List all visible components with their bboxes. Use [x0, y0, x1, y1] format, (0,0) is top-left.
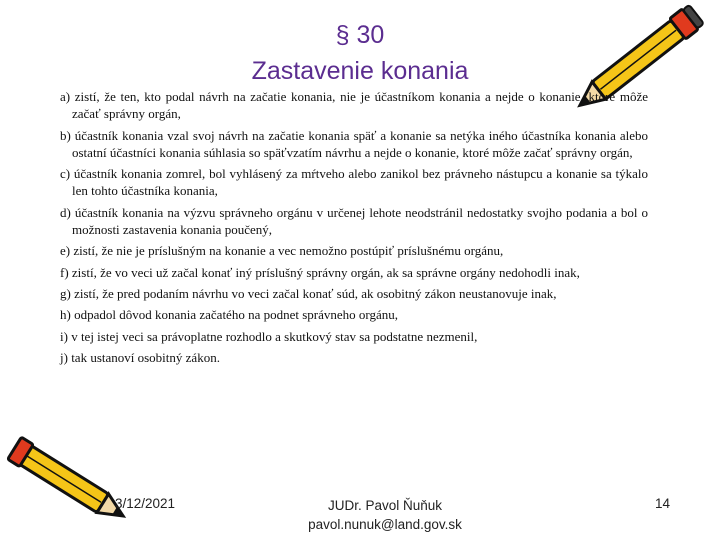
- section-number: § 30: [335, 21, 385, 49]
- list-item: a) zistí, že ten, kto podal návrh na začatie konania, nie je účastníkom konania a nejde o konanie, ktoré môže začať správny orgán,: [60, 89, 648, 122]
- page-number: 14: [655, 496, 671, 511]
- list-item: g) zistí, že pred podaním návrhu vo veci začal konať súd, ak osobitný zákon neustanovuje inak,: [60, 285, 557, 301]
- list-item: d) účastník konania na výzvu správneho orgánu v určenej lehote neodstránil nedostatky svojho podania a bol o možnosti zastavenia konania poučený,: [60, 204, 648, 238]
- footer-author: [0, 496, 720, 534]
- author-email: pavol.nunuk@land.gov.sk: [308, 517, 462, 532]
- list-item: f) zistí, že vo veci už začal konať iný príslušný správny orgán, ak sa správne orgány nedohodli inak,: [60, 264, 580, 280]
- list-item: j) tak ustanoví osobitný zákon.: [60, 349, 220, 365]
- list-item: b) účastník konania vzal svoj návrh na začatie konania späť a konanie sa netýka iného účastníka konania alebo ostatní účastníci konania súhlasia so späťvzatím návrhu a nejde o konanie, ktoré môže začať správny orgán,: [60, 127, 648, 160]
- list-item: h) odpadol dôvod konania začatého na podnet správneho orgánu,: [60, 307, 399, 323]
- author-name: JUDr. Pavol Ňuňuk: [327, 498, 443, 513]
- conditions-list: [60, 88, 648, 370]
- list-item: e) zistí, že nie je príslušným na konanie a vec nemožno postúpiť príslušnému orgánu,: [60, 243, 504, 259]
- page-title: Zastavenie konania: [251, 57, 469, 85]
- footer-date: 3/12/2021: [115, 496, 176, 511]
- list-item: c) účastník konania zomrel, bol vyhlásený za mŕtveho alebo zanikol bez právneho nástupcu a konanie sa týkalo len tohto účastníka konania,: [60, 166, 648, 199]
- list-item: i) v tej istej veci sa právoplatne rozhodlo a skutkový stav sa podstatne nezmenil,: [60, 328, 478, 344]
